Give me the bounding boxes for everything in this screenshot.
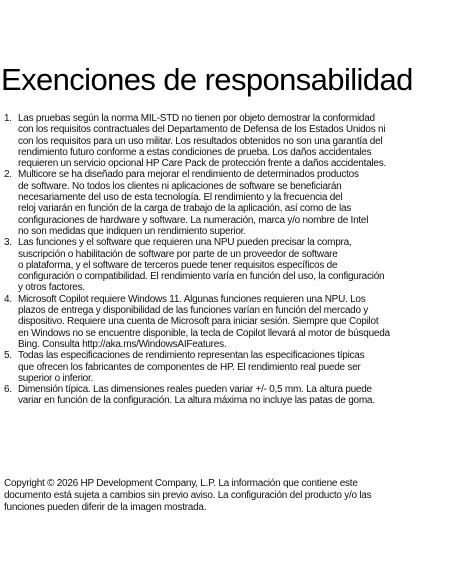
- disclaimer-number: 6.: [4, 384, 12, 396]
- copyright-notice: Copyright © 2026 HP Development Company, L.P. La información que contiene este documento está sujeta a cambios sin previo aviso. La configuración del producto y/o las funciones pueden diferir de la imagen mostrada.: [4, 478, 372, 513]
- disclaimer-item-2: [0, 169, 452, 237]
- disclaimer-number: 4.: [4, 293, 12, 305]
- disclaimer-number: 5.: [4, 350, 12, 362]
- disclaimer-number: 3.: [4, 237, 12, 249]
- disclaimer-item-4: [0, 294, 452, 350]
- disclaimer-text: Multicore se ha diseñado para mejorar el rendimiento de determinados productos de software. No todos los clientes ni aplicaciones de software se beneficiarán necesariamente del uso de esta tecnología. El rendimiento y la frecuencia del reloj variarán en función de la carga de trabajo de la aplicación, así como de las configuraciones de hardware y software. La numeración, marca y/o nombre de Intel no son medidas que indiquen un rendimiento superior.: [18, 169, 369, 237]
- disclaimer-text: Dimensión típica. Las dimensiones reales pueden variar +/- 0,5 mm. La altura puede variar en función de la configuración. La altura máxima no incluye las patas de goma.: [18, 384, 375, 407]
- disclaimer-text: Microsoft Copilot requiere Windows 11. Algunas funciones requieren una NPU. Los plazos de entrega y disponibilidad de las funciones varían en función del mercado y dispositivo. Requiere una cuenta de Microsoft para iniciar sesión. Siempre que Copilot en Windows no se encuentre disponible, la tecla de Copilot llevará al motor de búsqueda Bing. Consulta http://aka.ms/WindowsAIFeatures.: [18, 293, 390, 350]
- disclaimer-item-3: [0, 237, 452, 293]
- disclaimer-text: Las funciones y el software que requieren una NPU pueden precisar la compra, suscripción o habilitación de software por parte de un proveedor de software o plataforma, y el software de terceros puede tener requisitos específicos de configuración o compatibilidad. El rendimiento varía en función del uso, la configuración y otros factores.: [18, 237, 385, 294]
- disclaimer-number: 1.: [4, 113, 12, 124]
- disclaimer-text: Las pruebas según la norma MIL-STD no tienen por objeto demostrar la conformidad con los requisitos contractuales del Departamento de Defensa de los Estados Unidos ni con los requisitos para un uso militar. Los resultados obtenidos no son una garantía del rendimiento futuro conforme a estas condiciones de prueba. Los daños accidentales requieren un servicio opcional HP Care Pack de protección frente a daños accidentales.: [18, 113, 386, 170]
- page-title: Exenciones de responsabilidad: [1, 62, 413, 97]
- disclaimer-item-1: [0, 113, 452, 169]
- disclaimer-item-5: [0, 350, 452, 384]
- disclaimer-number: 2.: [4, 169, 12, 181]
- disclaimer-item-6: [0, 384, 452, 407]
- disclaimer-text: Todas las especificaciones de rendimiento representan las especificaciones típicas que ofrecen los fabricantes de componentes de HP. El rendimiento real puede ser superior o inferior.: [18, 350, 365, 384]
- disclaimer-list: [0, 113, 452, 407]
